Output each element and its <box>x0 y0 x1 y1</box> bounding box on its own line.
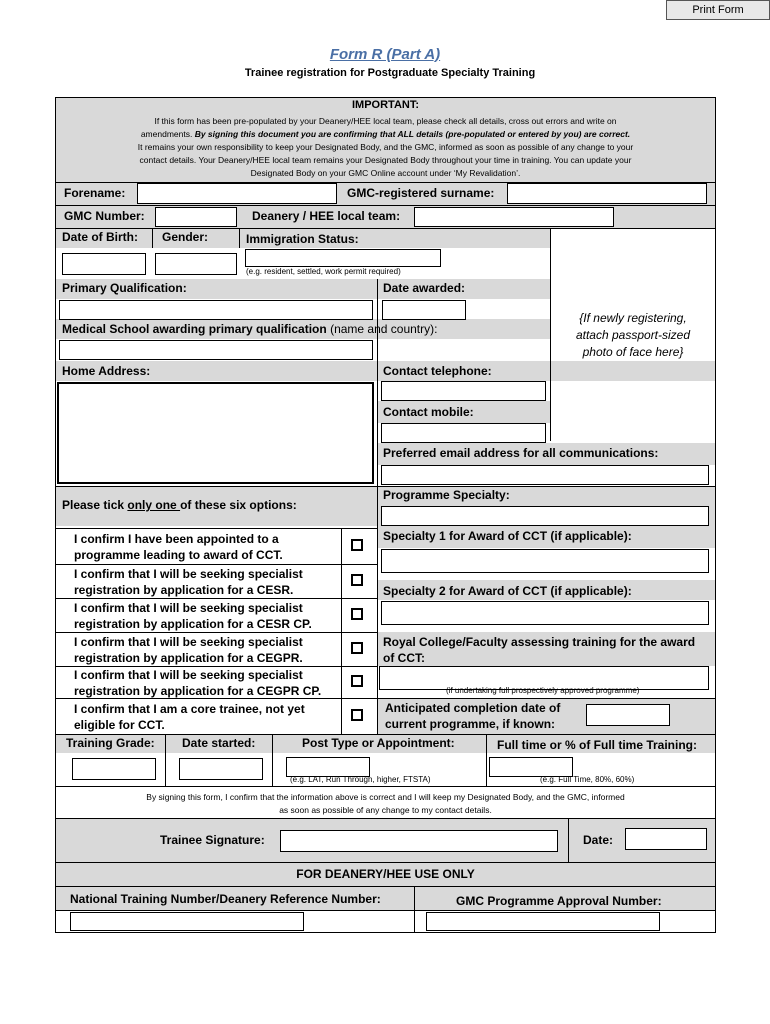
trainee-signature-label: Trainee Signature: <box>160 833 265 847</box>
date-started-label: Date started: <box>182 736 256 750</box>
full-time-label: Full time or % of Full time Training: <box>497 738 698 752</box>
important-line: If this form has been pre-populated by your Deanery/HEE local team, please check all details, cross out errors and write on <box>154 116 617 126</box>
royal-college-line: Royal College/Faculty assessing training for the award <box>383 635 696 649</box>
important-text-plain: amendments. <box>140 129 193 139</box>
divider <box>55 734 716 735</box>
option-line: I confirm that I will be seeking specialist <box>74 567 303 581</box>
date-label: Date: <box>583 833 614 847</box>
form-subtitle: Trainee registration for Postgraduate Specialty Training <box>244 67 536 79</box>
option-text <box>74 566 303 598</box>
gmc-programme-approval-field[interactable] <box>426 912 660 931</box>
important-line: Designated Body on your GMC Online account under ‘My Revalidation’. <box>250 168 521 178</box>
divider <box>165 734 166 786</box>
dob-field[interactable] <box>62 253 146 275</box>
divider <box>377 698 715 699</box>
important-line <box>56 128 715 141</box>
option-line: eligible for CCT. <box>74 718 165 732</box>
specialty2-field[interactable] <box>381 601 709 625</box>
divider <box>55 786 716 787</box>
contact-mobile-label: Contact mobile: <box>383 405 474 419</box>
declaration-text <box>56 791 715 817</box>
date-awarded-label: Date awarded: <box>383 281 466 295</box>
tick-instruction-text: of these six options: <box>180 498 297 512</box>
option-line: I confirm that I will be seeking specialist <box>74 635 303 649</box>
anticipated-completion-label <box>385 700 560 732</box>
option-cegpr-cp-checkbox[interactable] <box>351 675 363 687</box>
declaration-line: as soon as possible of any change to my contact details. <box>279 805 492 815</box>
full-time-hint: (e.g. Full Time, 80%, 60%) <box>540 775 635 784</box>
important-text <box>56 115 715 180</box>
divider <box>568 818 569 862</box>
gmc-number-field[interactable] <box>155 207 237 227</box>
photo-text: {If newly registering, <box>579 311 687 325</box>
option-core-trainee-checkbox[interactable] <box>351 709 363 721</box>
post-type-hint: (e.g. LAT, Run Through, higher, FTSTA) <box>290 775 431 784</box>
gmc-programme-approval-label: GMC Programme Approval Number: <box>456 894 662 908</box>
divider <box>55 886 716 887</box>
divider <box>55 228 716 229</box>
specialty1-field[interactable] <box>381 549 709 573</box>
signature-date-field[interactable] <box>625 828 707 850</box>
immigration-label: Immigration Status: <box>246 232 359 246</box>
photo-text: photo of face here} <box>582 345 684 359</box>
medical-school-label-bold: Medical School awarding primary qualification <box>62 322 327 336</box>
divider <box>56 632 377 633</box>
option-line: programme leading to award of CCT. <box>74 548 283 562</box>
declaration-line: By signing this form, I confirm that the information above is correct and I will keep my Designated Body, and the GMC, informed <box>146 792 625 802</box>
option-line: registration by application for a CEGPR CP. <box>74 684 322 698</box>
ntn-field[interactable] <box>70 912 304 931</box>
medical-school-label-plain: (name and country): <box>330 322 438 336</box>
medical-school-field[interactable] <box>59 340 373 360</box>
divider <box>55 818 716 819</box>
photo-text: attach passport-sized <box>575 328 691 342</box>
immigration-hint: (e.g. resident, settled, work permit required) <box>246 267 401 276</box>
deanery-team-field[interactable] <box>414 207 614 227</box>
tick-instruction-text: Please tick <box>62 498 128 512</box>
divider <box>56 564 377 565</box>
divider <box>272 734 273 786</box>
gender-label: Gender: <box>162 230 209 244</box>
gender-field[interactable] <box>155 253 237 275</box>
option-text <box>74 531 283 563</box>
gmc-surname-label: GMC-registered surname: <box>347 186 495 200</box>
option-line: I confirm I have been appointed to a <box>74 532 279 546</box>
divider <box>377 279 378 734</box>
print-form-button[interactable]: Print Form <box>666 0 770 20</box>
specialty2-label: Specialty 2 for Award of CCT (if applicable): <box>383 584 632 598</box>
option-line: I confirm that I will be seeking specialist <box>74 668 303 682</box>
divider <box>152 228 153 248</box>
royal-college-label <box>383 634 695 666</box>
contact-telephone-field[interactable] <box>381 381 546 401</box>
primary-qualification-label: Primary Qualification: <box>62 281 187 295</box>
important-heading: IMPORTANT: <box>351 99 419 111</box>
divider <box>341 528 342 734</box>
post-type-label: Post Type or Appointment: <box>302 736 455 750</box>
immigration-field[interactable] <box>245 249 441 267</box>
ntn-label: National Training Number/Deanery Reference Number: <box>70 892 381 906</box>
divider <box>486 734 487 786</box>
specialty1-label: Specialty 1 for Award of CCT (if applicable): <box>383 529 632 543</box>
primary-qualification-field[interactable] <box>59 300 373 320</box>
important-text-bold: By signing this document you are confirming that ALL details (pre-populated or entered by you) are correct. <box>194 129 631 139</box>
home-address-field[interactable] <box>57 382 374 484</box>
divider <box>414 886 415 933</box>
email-label: Preferred email address for all communications: <box>383 446 659 460</box>
date-awarded-field[interactable] <box>382 300 466 320</box>
divider <box>56 598 377 599</box>
option-text <box>74 600 312 632</box>
option-line: I confirm that I will be seeking specialist <box>74 601 303 615</box>
gmc-surname-field[interactable] <box>507 183 707 204</box>
royal-college-line: of CCT: <box>383 651 425 665</box>
option-text <box>74 701 305 733</box>
deanery-use-heading: FOR DEANERY/HEE USE ONLY <box>296 867 475 881</box>
anticipated-line: Anticipated completion date of <box>385 701 561 715</box>
option-cesr-cp-checkbox[interactable] <box>351 608 363 620</box>
option-line: registration by application for a CESR CP. <box>74 617 312 631</box>
trainee-signature-field[interactable] <box>280 830 558 852</box>
divider <box>55 862 716 863</box>
important-line: It remains your own responsibility to keep your Designated Body, and the GMC, informed as soon as possible of any change to your <box>137 142 634 152</box>
tick-instruction <box>62 498 297 512</box>
important-line: contact details. Your Deanery/HEE local team remains your Designated Body throughout your time in training. You can update your <box>139 155 632 165</box>
divider <box>55 205 716 206</box>
deanery-team-label: Deanery / HEE local team: <box>252 209 401 223</box>
option-cct-checkbox[interactable] <box>351 539 363 551</box>
tick-instruction-underline: only one <box>127 498 181 512</box>
training-grade-field[interactable] <box>72 758 156 780</box>
contact-mobile-field[interactable] <box>381 423 546 443</box>
option-text <box>74 634 303 666</box>
programme-specialty-label: Programme Specialty: <box>383 488 510 502</box>
royal-college-hint: (if undertaking full prospectively approved programme) <box>446 686 640 695</box>
photo-placeholder <box>551 310 715 361</box>
divider <box>56 528 377 529</box>
home-address-label: Home Address: <box>62 364 151 378</box>
training-grade-label: Training Grade: <box>66 736 155 750</box>
forename-label: Forename: <box>64 186 126 200</box>
email-field[interactable] <box>381 465 709 485</box>
full-time-field[interactable] <box>489 757 573 777</box>
divider <box>55 910 716 911</box>
option-cegpr-checkbox[interactable] <box>351 642 363 654</box>
divider <box>239 228 240 248</box>
medical-school-label <box>62 322 437 336</box>
option-line: registration by application for a CEGPR. <box>74 651 303 665</box>
option-line: registration by application for a CESR. <box>74 583 294 597</box>
dob-label: Date of Birth: <box>62 230 138 244</box>
option-text <box>74 667 321 699</box>
date-started-field[interactable] <box>179 758 263 780</box>
forename-field[interactable] <box>137 183 337 204</box>
form-title: Form R (Part A) <box>329 46 441 63</box>
post-type-field[interactable] <box>286 757 370 777</box>
gmc-number-label: GMC Number: <box>64 209 145 223</box>
contact-telephone-label: Contact telephone: <box>383 364 492 378</box>
programme-specialty-field[interactable] <box>381 506 709 526</box>
option-line: I confirm that I am a core trainee, not yet <box>74 702 305 716</box>
anticipated-completion-field[interactable] <box>586 704 670 726</box>
option-cesr-checkbox[interactable] <box>351 574 363 586</box>
divider <box>55 486 716 487</box>
anticipated-line: current programme, if known: <box>385 717 556 731</box>
